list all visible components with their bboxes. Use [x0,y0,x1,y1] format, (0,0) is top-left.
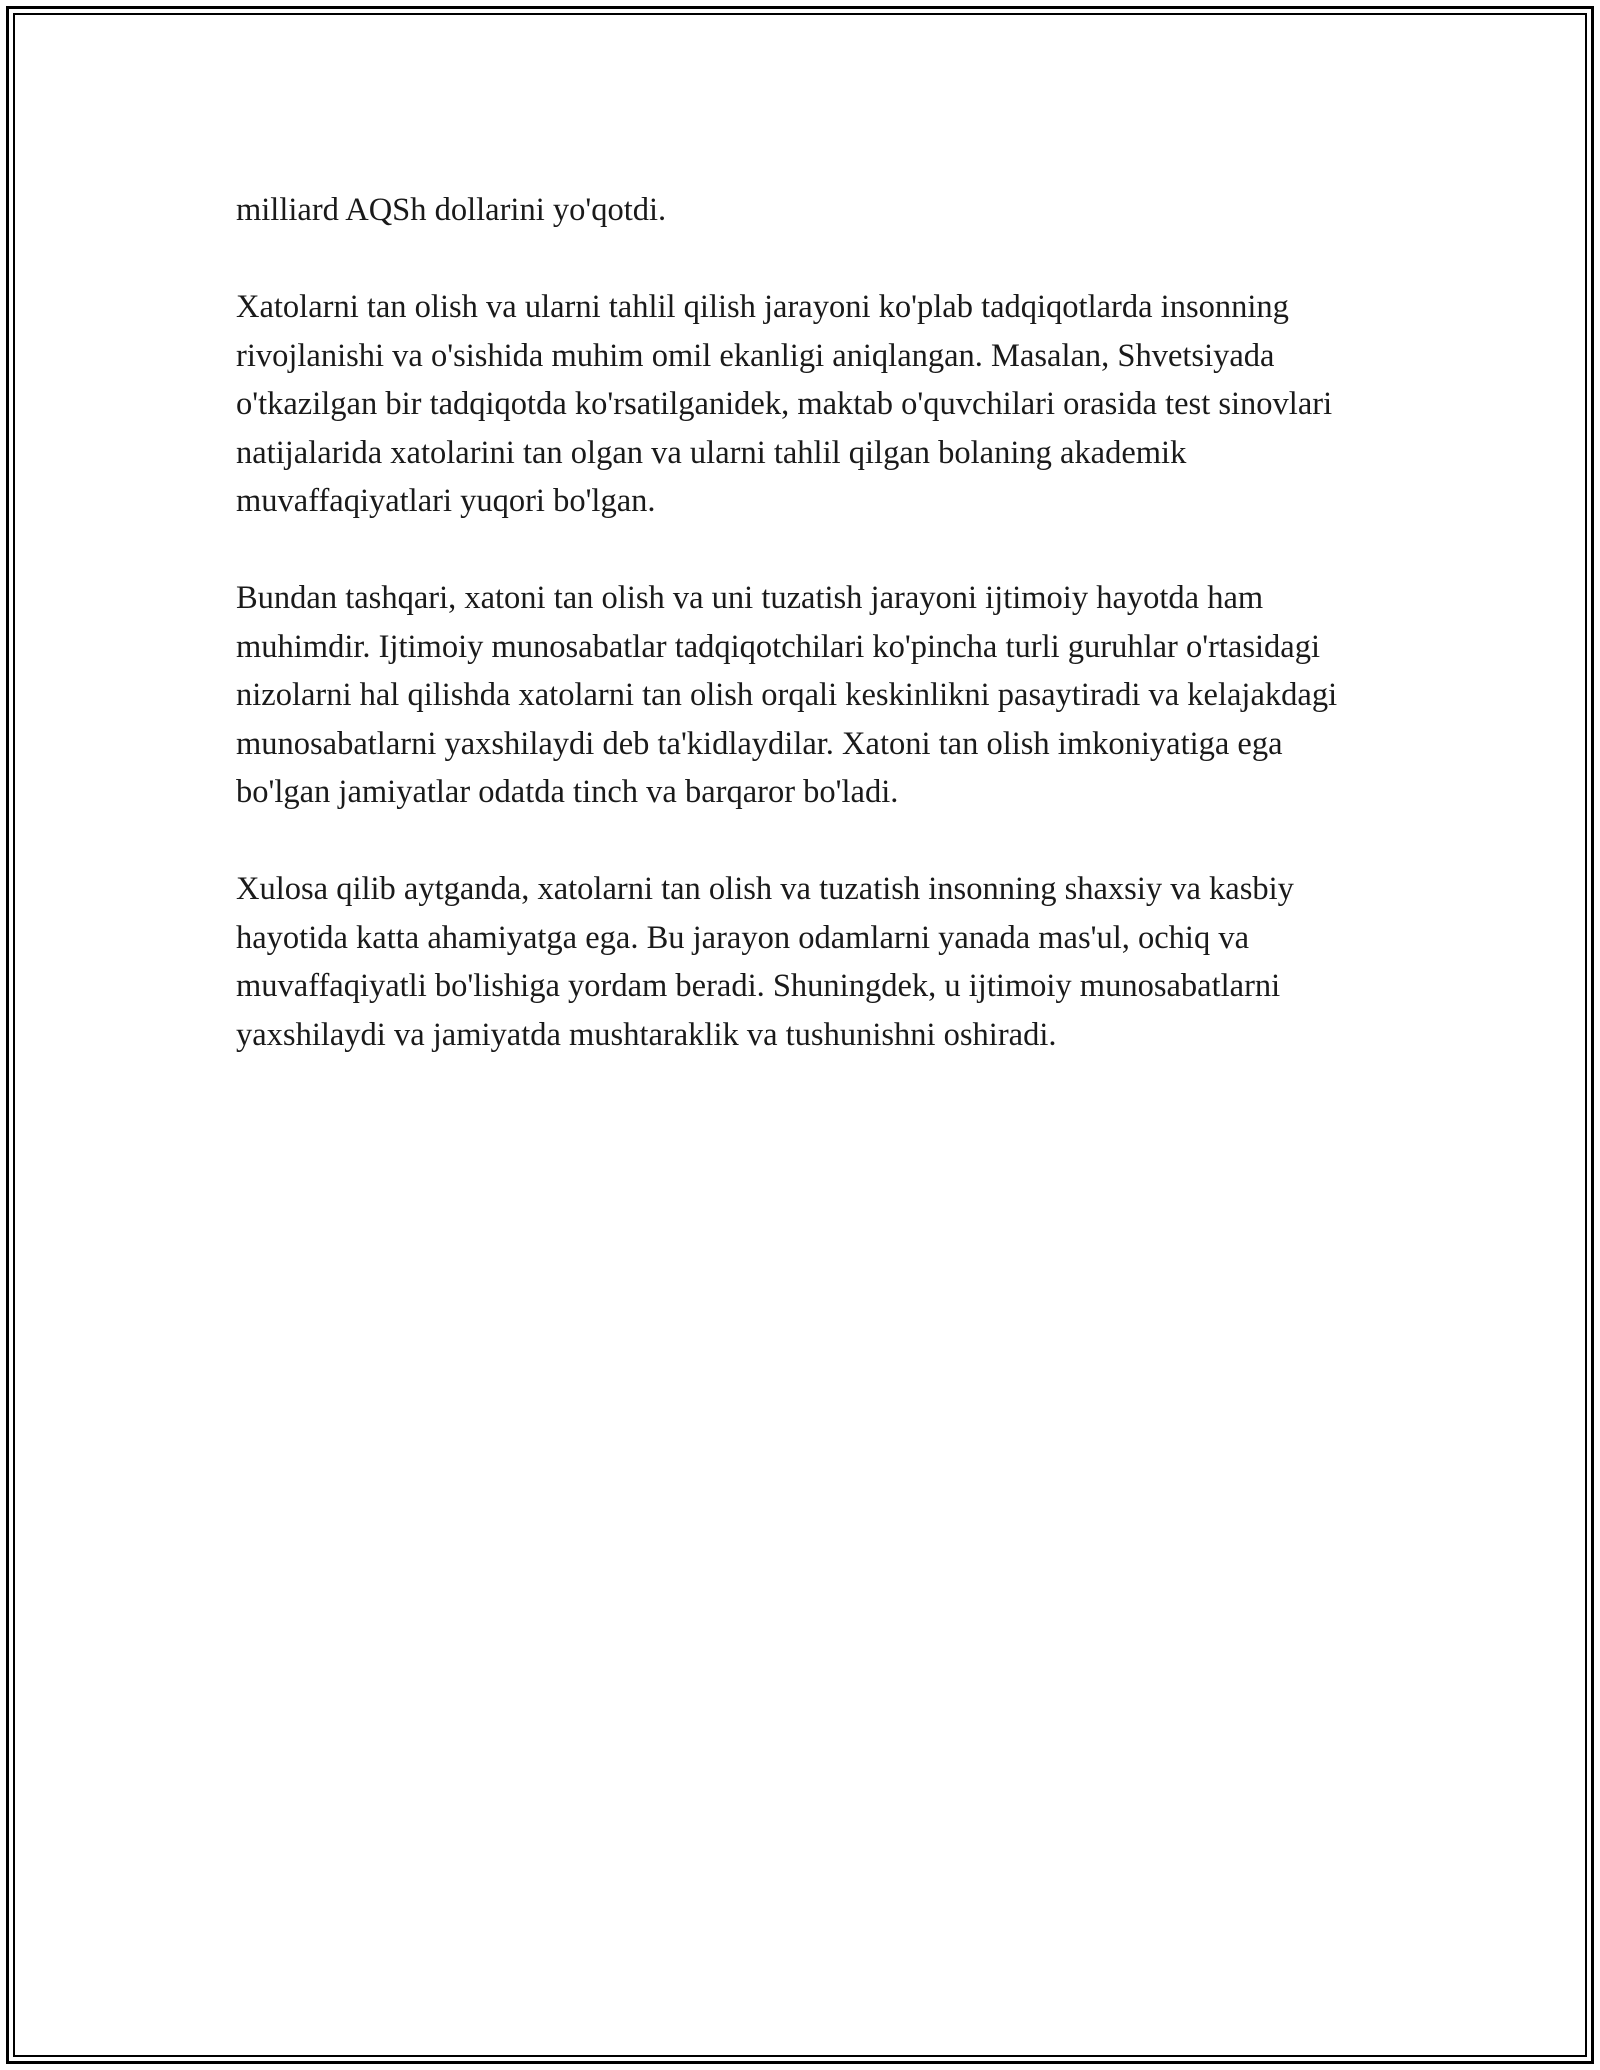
paragraph-1: milliard AQSh dollarini yo'qotdi. [236,192,667,228]
paragraph-3: Bundan tashqari, xatoni tan olish va uni tuzatish jarayoni ijtimoiy hayotda ham muhimdir. Ijtimoiy munosabatlar tadqiqotchilari ko'pincha turli guruhlar o'rtasidagi nizolarni hal qilishda xatolarni tan olish orqali keskinlikni pasaytiradi va kelajakdagi munosabatlarni yaxshilaydi deb ta'kidlaydilar. Xatoni tan olish imkoniyatiga ega bo'lgan jamiyatlar odatda tinch va barqaror bo'ladi. [236,580,1338,810]
document-body [236,186,1366,1059]
paragraph-4: Xulosa qilib aytganda, xatolarni tan olish va tuzatish insonning shaxsiy va kasbiy hayotida katta ahamiyatga ega. Bu jarayon odamlarni yanada mas'ul, ochiq va muvaffaqiyatli bo'lishiga yordam beradi. Shuningdek, u ijtimoiy munosabatlarni yaxshilaydi va jamiyatda mushtaraklik va tushunishni oshiradi. [236,871,1294,1053]
paragraph-2: Xatolarni tan olish va ularni tahlil qilish jarayoni ko'plab tadqiqotlarda insonning rivojlanishi va o'sishida muhim omil ekanligi aniqlangan. Masalan, Shvetsiyada o'tkazilgan bir tadqiqotda ko'rsatilganidek, maktab o'quvchilari orasida test sinovlari natijalarida xatolarini tan olgan va ularni tahlil qilgan bolaning akademik muvaffaqiyatlari yuqori bo'lgan. [236,289,1333,519]
